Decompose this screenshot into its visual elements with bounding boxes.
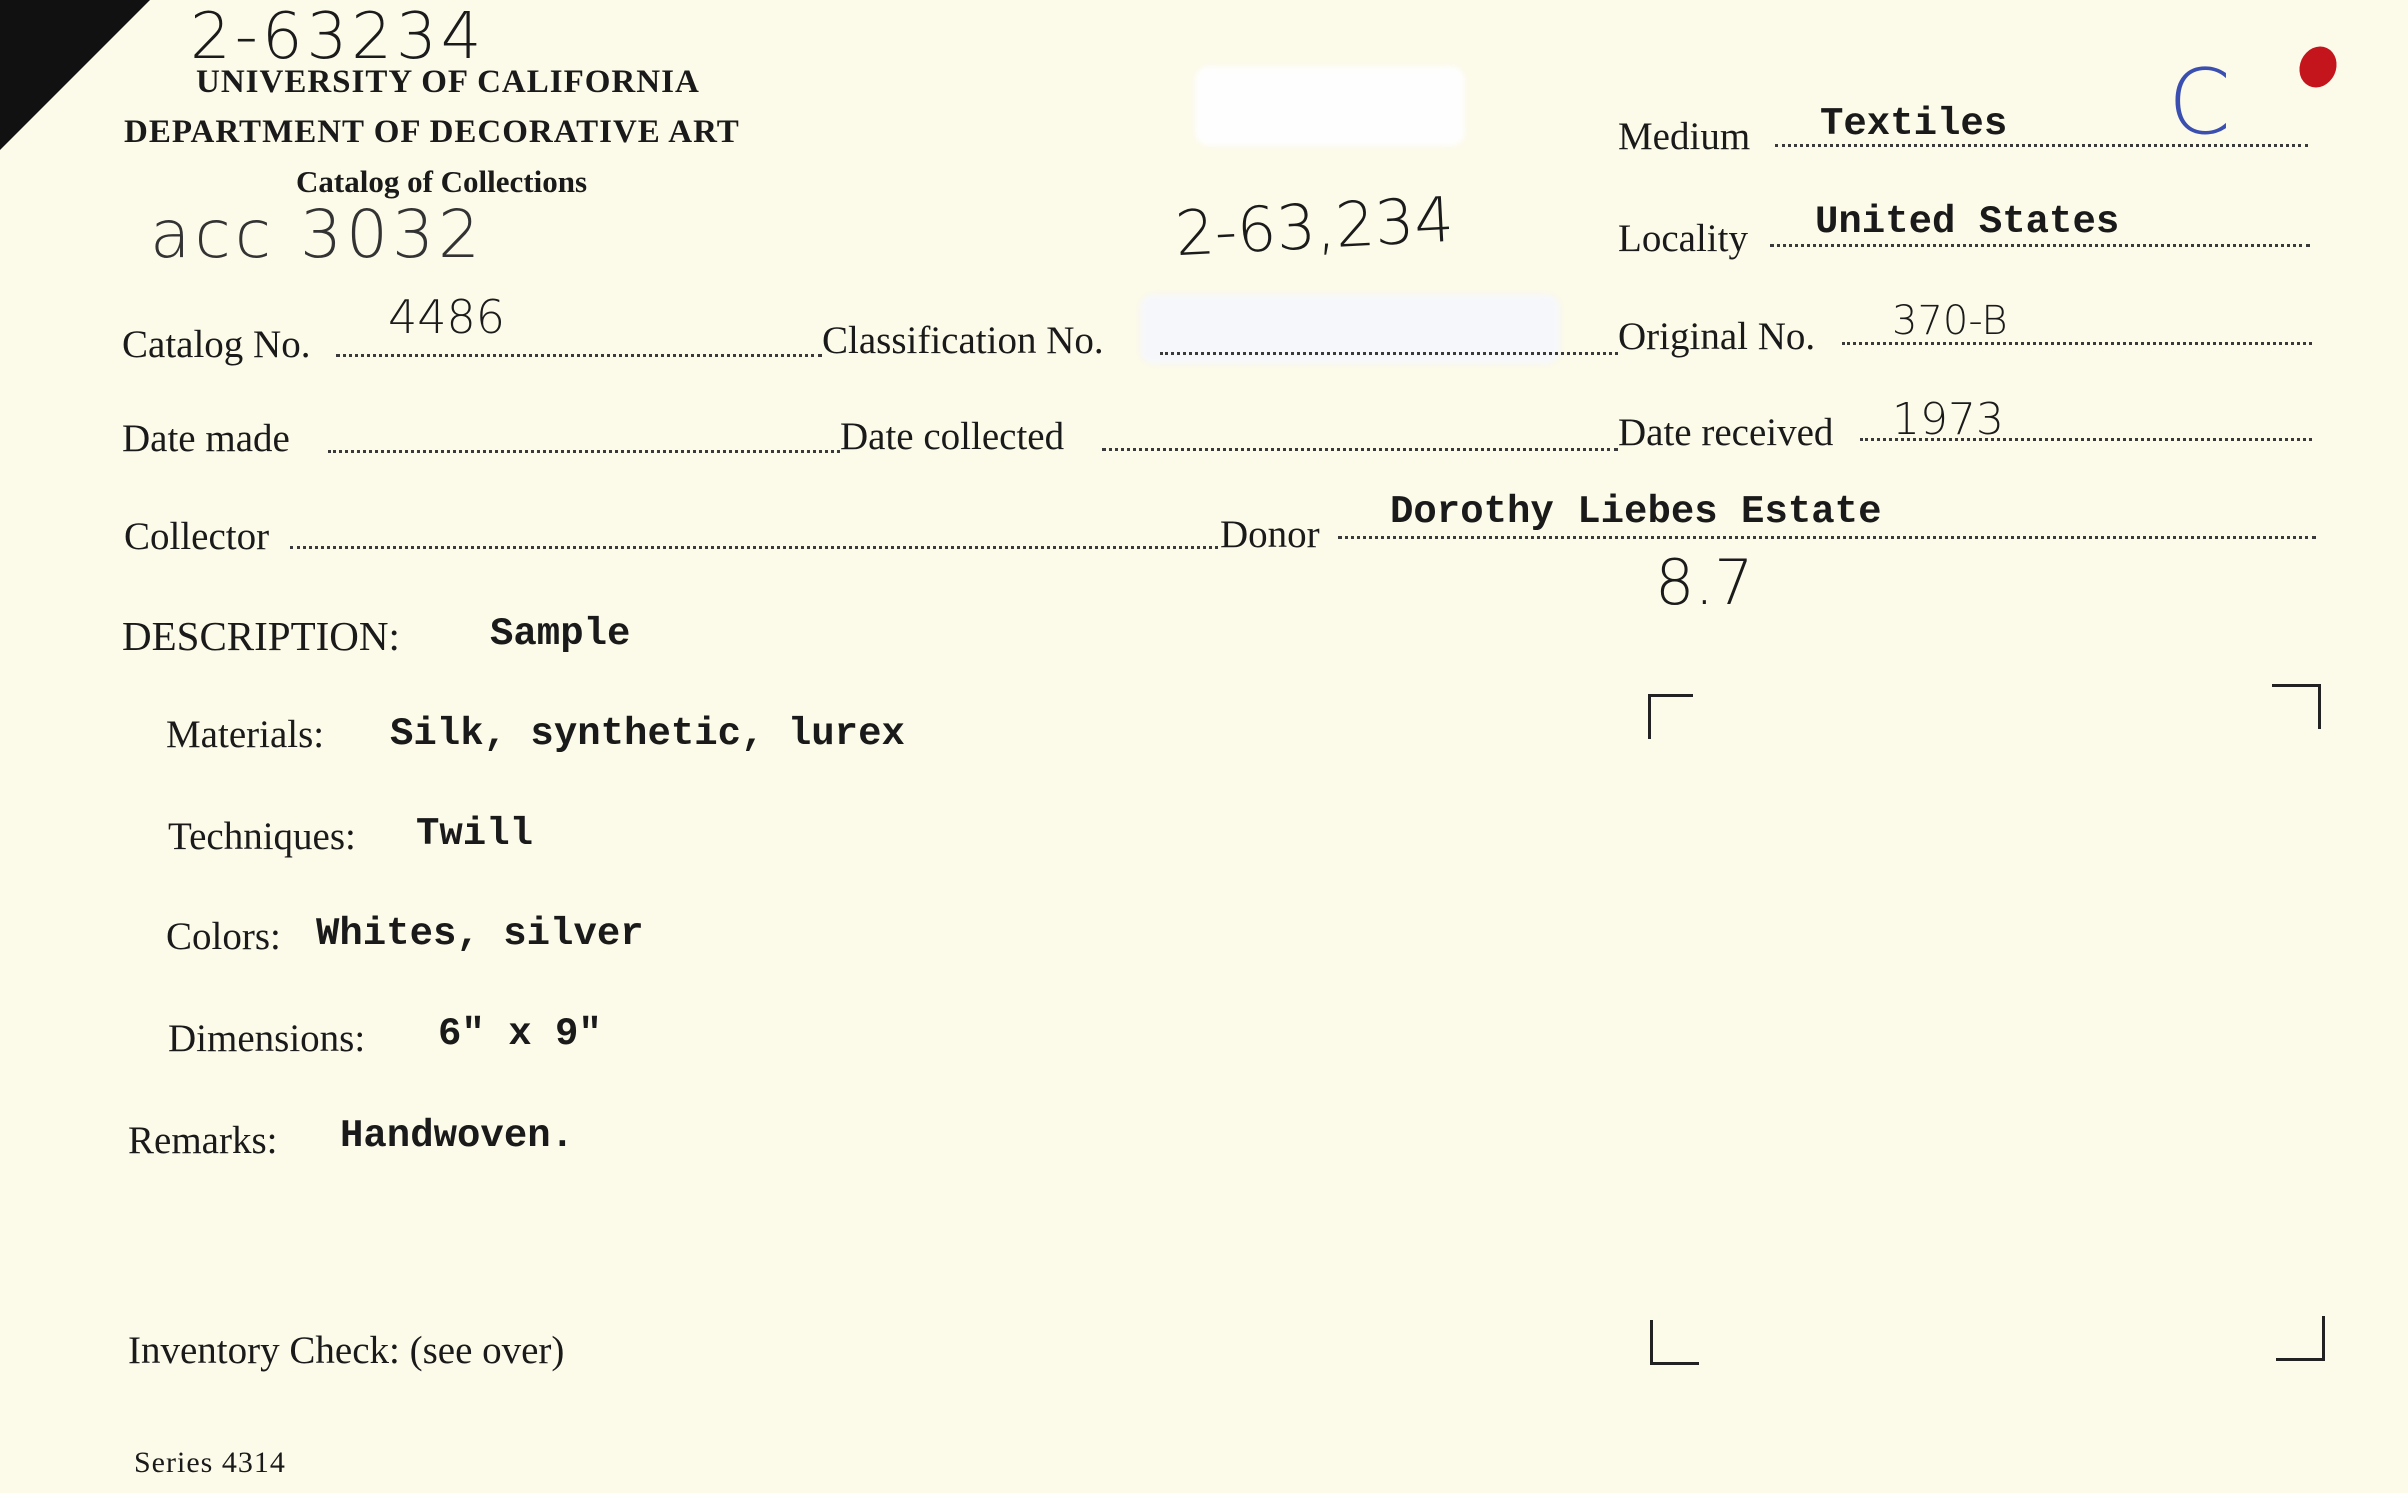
dimensions-value: 6" x 9" bbox=[438, 1012, 602, 1056]
department-name: DEPARTMENT OF DECORATIVE ART bbox=[124, 114, 740, 150]
donor-label: Donor bbox=[1220, 513, 1320, 556]
description-value: Sample bbox=[490, 612, 631, 656]
catalog-no-label: Catalog No. bbox=[122, 323, 311, 366]
photo-bracket-top-right bbox=[2272, 684, 2321, 729]
mid-catalog-number: 2-63,234 bbox=[1173, 182, 1456, 271]
redacted-area-top bbox=[1195, 66, 1465, 146]
date-collected-line bbox=[1102, 448, 1618, 451]
catalog-title: Catalog of Collections bbox=[296, 164, 588, 199]
top-catalog-number: 2-63234 bbox=[190, 0, 486, 74]
locality-value: United States bbox=[1815, 200, 2120, 244]
date-received-value: 1973 bbox=[1892, 394, 2004, 445]
photo-bracket-bottom-left bbox=[1650, 1320, 1699, 1365]
medium-label: Medium bbox=[1618, 115, 1751, 158]
description-label: DESCRIPTION: bbox=[122, 613, 400, 659]
date-made-line bbox=[328, 450, 840, 453]
donor-value: Dorothy Liebes Estate bbox=[1390, 490, 1882, 534]
materials-value: Silk, synthetic, lurex bbox=[390, 712, 905, 756]
colors-value: Whites, silver bbox=[316, 912, 644, 956]
photo-bracket-bottom-right bbox=[2276, 1316, 2325, 1361]
donor-line bbox=[1338, 536, 2316, 539]
remarks-label: Remarks: bbox=[128, 1119, 278, 1162]
photo-bracket-top-left bbox=[1648, 694, 1693, 739]
red-mark bbox=[2293, 40, 2343, 93]
medium-value: Textiles bbox=[1820, 102, 2008, 146]
collector-label: Collector bbox=[124, 515, 270, 558]
original-no-value: 370-B bbox=[1892, 298, 2008, 344]
date-collected-label: Date collected bbox=[840, 415, 1065, 458]
materials-label: Materials: bbox=[166, 713, 325, 756]
classification-label: Classification No. bbox=[822, 319, 1104, 362]
catalog-no-value: 4486 bbox=[388, 290, 506, 344]
techniques-label: Techniques: bbox=[168, 815, 356, 858]
letter-mark: C bbox=[2168, 50, 2231, 155]
accession-number: acc 3032 bbox=[150, 196, 484, 273]
date-received-label: Date received bbox=[1618, 411, 1834, 454]
locality-label: Locality bbox=[1618, 217, 1748, 260]
inventory-check: Inventory Check: (see over) bbox=[128, 1329, 565, 1372]
remarks-value: Handwoven. bbox=[340, 1114, 575, 1158]
collector-line bbox=[290, 546, 1218, 549]
original-no-label: Original No. bbox=[1618, 315, 1816, 358]
university-name: UNIVERSITY OF CALIFORNIA bbox=[196, 64, 700, 100]
catalog-no-line bbox=[336, 354, 822, 357]
colors-label: Colors: bbox=[166, 915, 281, 958]
series-number: Series 4314 bbox=[134, 1446, 286, 1479]
techniques-value: Twill bbox=[416, 812, 534, 856]
date-made-label: Date made bbox=[122, 417, 290, 460]
locality-line bbox=[1770, 244, 2310, 247]
donor-note: 8.7 bbox=[1655, 546, 1754, 619]
classification-line bbox=[1160, 352, 1618, 355]
dimensions-label: Dimensions: bbox=[168, 1017, 366, 1060]
